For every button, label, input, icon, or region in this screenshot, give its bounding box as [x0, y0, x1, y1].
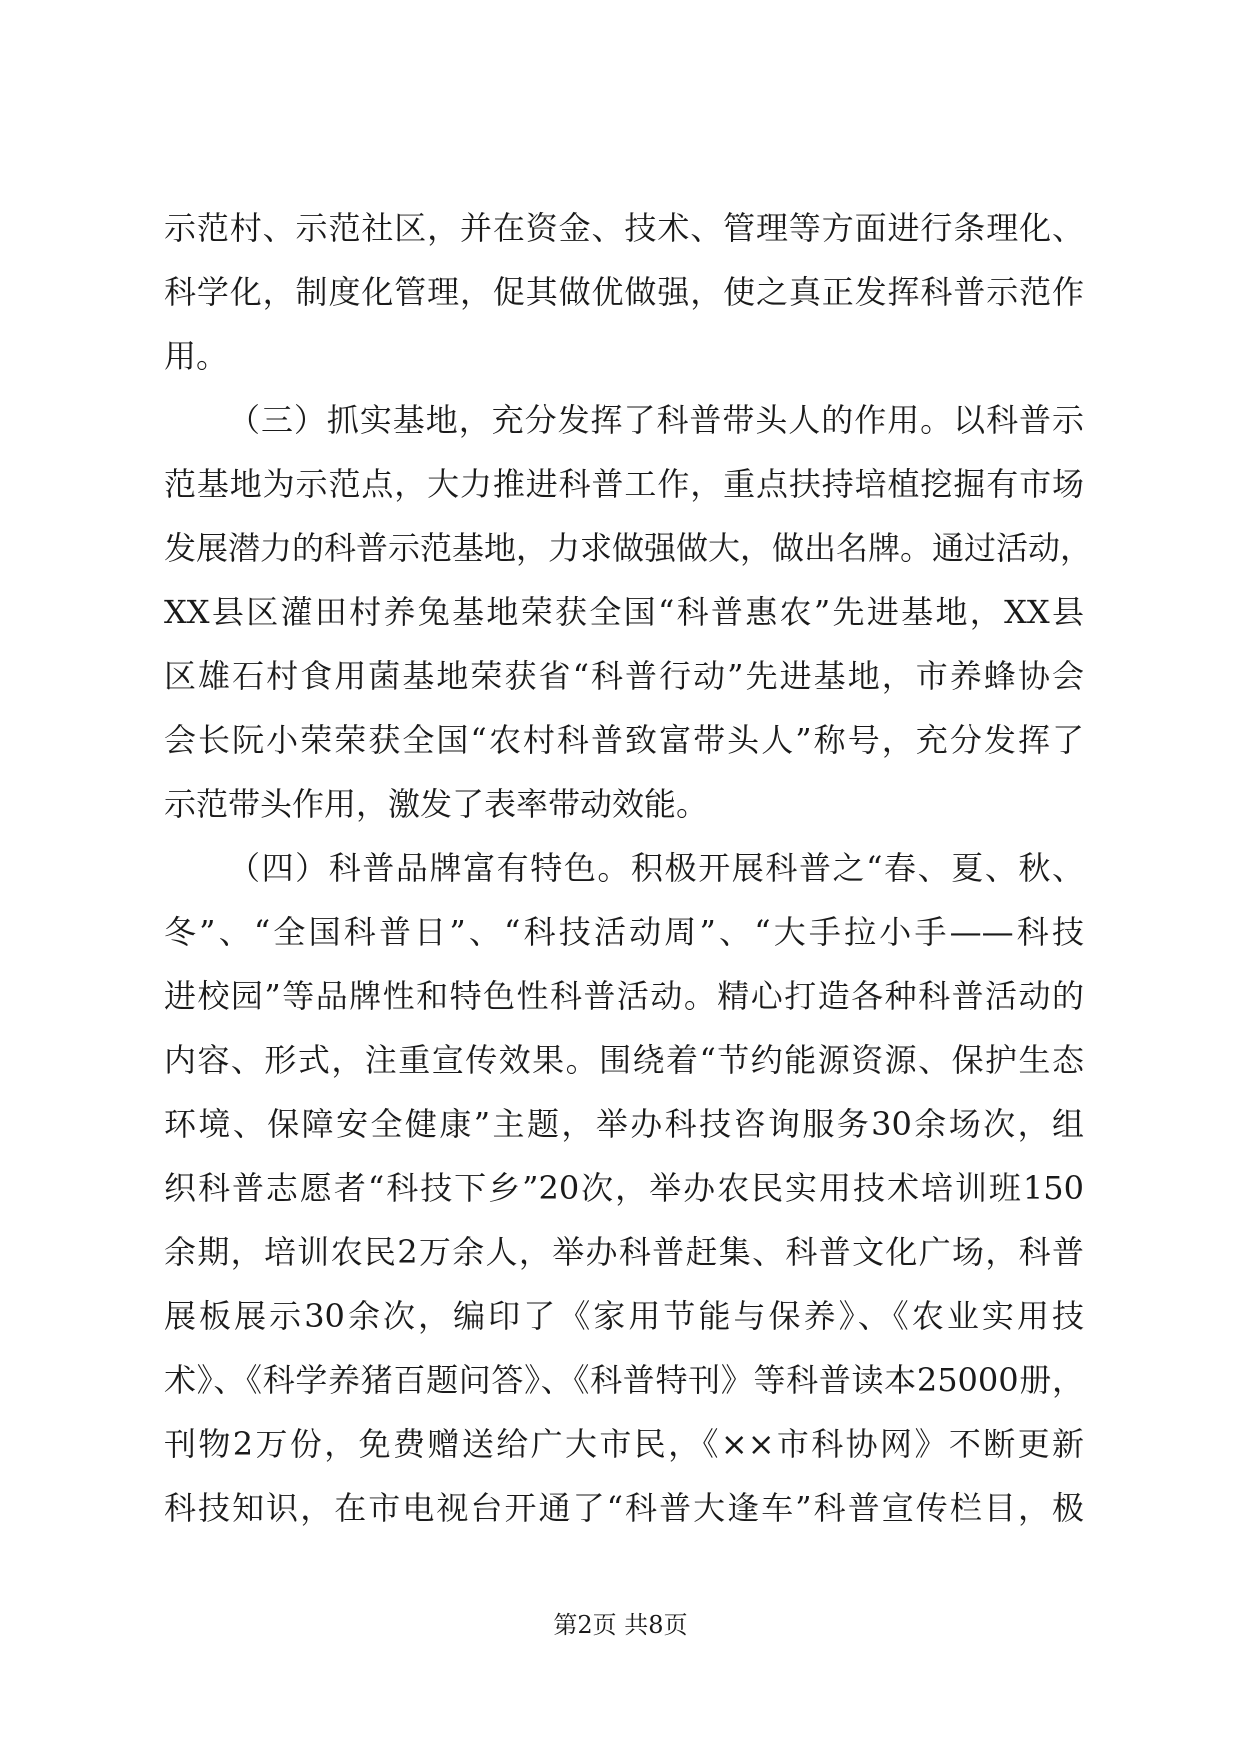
text-line: 科技知识，在市电视台开通了“科普大逢车”科普宣传栏目，极 — [164, 1489, 1084, 1527]
text-line: XX县区灌田村养兔基地荣获全国“科普惠农”先进基地，XX县 — [164, 593, 1084, 631]
text-line: 余期，培训农民2万余人，举办科普赶集、科普文化广场，科普 — [164, 1233, 1084, 1271]
text-line: 示范带头作用，激发了表率带动效能。 — [164, 785, 709, 823]
text-line: 展板展示30余次，编印了《家用节能与保养》、《农业实用技 — [164, 1297, 1084, 1335]
text-line: 区雄石村食用菌基地荣获省“科普行动”先进基地，市养蜂协会 — [164, 657, 1084, 695]
document-body — [164, 196, 1093, 1540]
text-line: （三）抓实基地，充分发挥了科普带头人的作用。以科普示 — [228, 401, 1084, 439]
text-line: 进校园”等品牌性和特色性科普活动。精心打造各种科普活动的 — [164, 977, 1084, 1015]
text-line: 冬”、“全国科普日”、“科技活动周”、“大手拉小手——科技 — [164, 913, 1084, 951]
text-line: 内容、形式，注重宣传效果。围绕着“节约能源资源、保护生态 — [164, 1041, 1084, 1079]
text-line: 环境、保障安全健康”主题，举办科技咨询服务30余场次，组 — [164, 1105, 1084, 1143]
text-line: 科学化，制度化管理，促其做优做强，使之真正发挥科普示范作 — [164, 273, 1084, 311]
text-line: 刊物2万份，免费赠送给广大市民，《××市科协网》不断更新 — [164, 1425, 1084, 1463]
text-line: 示范村、示范社区，并在资金、技术、管理等方面进行条理化、 — [164, 209, 1084, 247]
text-line: 范基地为示范点，大力推进科普工作，重点扶持培植挖掘有市场 — [164, 465, 1084, 503]
page-footer: 第2页 共8页 — [553, 1611, 688, 1639]
text-line: 会长阮小荣荣获全国“农村科普致富带头人”称号，充分发挥了 — [164, 721, 1084, 759]
text-line: 用。 — [164, 337, 229, 375]
text-line: 术》、《科学养猪百题问答》、《科普特刊》等科普读本25000册， — [164, 1361, 1084, 1399]
text-line: （四）科普品牌富有特色。积极开展科普之“春、夏、秋、 — [228, 849, 1084, 887]
text-line: 发展潜力的科普示范基地，力求做强做大，做出名牌。通过活动， — [164, 529, 1093, 567]
text-line: 织科普志愿者“科技下乡”20次，举办农民实用技术培训班150 — [164, 1169, 1084, 1207]
